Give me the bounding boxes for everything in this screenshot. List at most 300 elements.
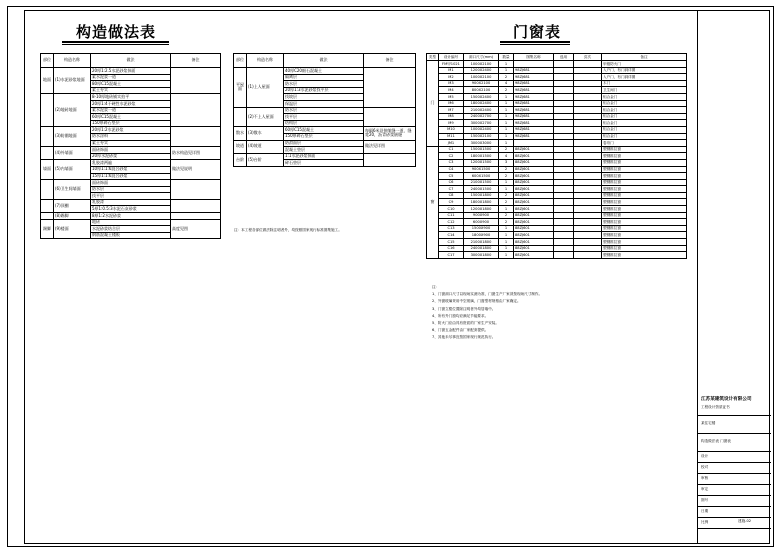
door-cell [574,133,602,140]
table-row [41,160,221,167]
door-cell: 1000X2400 [464,126,499,133]
step-cell: 面砖饰面 [91,147,171,154]
name-cell: (3)散水 [247,127,284,140]
section-label: 窗 [427,146,439,258]
part-cell: 地面 [41,68,54,94]
section-label: 门 [427,61,439,147]
note-cell [171,68,221,94]
step-cell: 防水层 [91,186,171,193]
step-cell: 面砖饰面 [91,180,171,187]
drawing-number: 建施-02 [738,519,752,523]
door-cell [554,219,574,226]
table-row [427,206,687,213]
door-cell [574,232,602,239]
door-cell: 3000X3000 [464,140,499,147]
table-row [427,186,687,193]
door-cell: M8 [439,113,464,120]
door-cell: 1 [499,225,514,232]
door-cell: 88ZJ601 [514,206,554,213]
table-row [234,153,416,160]
step-cell: 20厚1:2.5水泥砂浆抹面 [91,68,171,75]
door-cell: 1 [499,140,514,147]
door-cell [554,192,574,199]
project-name: 某住宅楼 [701,421,716,425]
door-cell: 塑钢推拉窗 [602,166,687,173]
step-cell: 乳胶漆 [91,199,171,206]
table-row [427,252,687,259]
tb-field-label: 审核 [701,476,709,480]
step-cell: 15厚1:1:6混合砂浆 [91,173,171,180]
door-cell: 1 [499,107,514,114]
tb-field-label: 设计 [701,454,709,458]
door-cell [574,166,602,173]
door-cell [574,239,602,246]
door-cell: 900X900 [464,212,499,219]
door-cell: M9 [439,120,464,127]
door-cell: 1500X2100 [464,133,499,140]
tb-field-label: 日期 [701,509,709,513]
name-cell: (9)楼面 [54,219,91,239]
note-cell: 做法见说明 [171,160,221,180]
door-cell: 4 [499,80,514,87]
table-row [427,225,687,232]
door-cell: 98ZJ681 [514,87,554,94]
door-cell: C5 [439,173,464,180]
door-cell: 900X1500 [464,166,499,173]
door-cell [554,199,574,206]
door-cell: 88ZJ601 [514,159,554,166]
door-cell: 3 [499,159,514,166]
door-cell: 木门 [602,80,687,87]
door-cell: 98ZJ681 [514,113,554,120]
door-cell: 甲级防火门 [602,61,687,68]
note-line: 7、其他未尽事宜按国家现行规范执行。 [432,335,496,340]
table-row [427,153,687,160]
table-row [427,239,687,246]
table-row [427,133,687,140]
note-line: 6、门窗五金配件由厂家配套提供。 [432,328,489,333]
door-cell: 3000X1800 [464,252,499,259]
table-row [427,113,687,120]
table-row [427,93,687,100]
door-cell: 1800X2400 [464,100,499,107]
table-row [234,68,416,75]
door-cell: C14 [439,232,464,239]
door-cell [574,186,602,193]
door-cell: 98ZJ681 [514,93,554,100]
door-header: 页次 [574,54,602,61]
roof-header: 构造名称 [247,54,284,68]
door-cell: 88ZJ601 [514,186,554,193]
door-cell: 600X1500 [464,173,499,180]
table-row [41,219,221,226]
step-cell: 8-10厚地砖铺实拍平 [91,94,171,101]
door-cell: C16 [439,245,464,252]
step-cell: 20厚1:4干硬性水泥砂浆 [91,100,171,107]
door-cell: 98ZJ681 [514,133,554,140]
door-cell [554,232,574,239]
door-cell: 1 [499,186,514,193]
door-cell: 1 [499,179,514,186]
door-header: 数量 [499,54,514,61]
door-cell: 2 [499,74,514,81]
door-cell: 塑钢推拉窗 [602,245,687,252]
company-name: 江苏某建筑设计有限公司 [701,397,752,402]
door-cell: 2 [499,219,514,226]
door-cell: 卫生间门 [602,87,687,94]
door-cell [574,87,602,94]
door-cell: 88ZJ601 [514,225,554,232]
part-cell [41,147,54,160]
door-cell: 铝合金门 [602,100,687,107]
table-row [41,199,221,206]
table-row [234,140,416,147]
step-cell: 1:1水泥砂浆抹面 [284,153,364,160]
door-cell [554,61,574,68]
note-line: 3、门窗立樘位置除注明者外均居墙中。 [432,306,496,311]
door-cell [554,179,574,186]
tb-field-label: 校对 [701,465,709,469]
name-cell: (1)水泥砂浆地面 [54,68,91,94]
door-cell [574,100,602,107]
step-cell: 水泥砂浆结合层 [91,226,171,233]
door-cell: 900X2100 [464,80,499,87]
door-cell: 88ZJ601 [514,232,554,239]
door-cell [574,212,602,219]
door-cell [574,126,602,133]
door-cell [574,113,602,120]
door-cell [574,173,602,180]
door-cell: 98ZJ681 [514,74,554,81]
note-line: 注： [432,285,440,289]
name-cell: (5)台阶 [247,153,284,166]
table-row [427,173,687,180]
construction-header: 部位 [41,54,54,68]
table-row [427,179,687,186]
note-cell [171,199,221,212]
door-cell [514,140,554,147]
part-cell [41,127,54,147]
door-cell [554,113,574,120]
door-cell: C15 [439,239,464,246]
door-cell [554,107,574,114]
door-cell: 88ZJ601 [514,179,554,186]
table-row [427,199,687,206]
door-cell: 1 [499,113,514,120]
door-cell [554,93,574,100]
door-header: 类型 [427,54,439,61]
door-cell: 塑钢推拉窗 [602,186,687,193]
table-row [41,68,221,75]
door-cell: M11 [439,133,464,140]
step-cell: 钢筋混凝土楼板 [91,232,171,239]
door-cell: 入户门，有门洞详图 [602,67,687,74]
door-cell: 88ZJ601 [514,199,554,206]
door-header: 洞口尺寸(mm) [464,54,499,61]
door-cell: 1500X2400 [464,93,499,100]
door-cell [554,133,574,140]
name-cell: (4)坡道 [247,140,284,153]
table-row [427,166,687,173]
door-cell [554,186,574,193]
door-cell: 4 [499,153,514,160]
door-cell: 2 [499,146,514,153]
note-cell: 做法见详图 [364,140,416,153]
part-cell: 坡道 [234,140,247,153]
door-window-notes [432,284,682,342]
door-cell: 塑钢推拉窗 [602,219,687,226]
door-cell: FM甲1021 [439,61,464,68]
door-cell: 1500X1500 [464,146,499,153]
door-cell: C6 [439,179,464,186]
door-cell [574,140,602,147]
table-row [41,94,221,101]
door-cell: 塑钢推拉窗 [602,179,687,186]
door-cell [554,80,574,87]
door-cell [554,206,574,213]
door-cell [554,166,574,173]
door-cell: 2 [499,87,514,94]
table-row [427,212,687,219]
step-cell: 乳胶漆两遍 [91,160,171,167]
step-cell: 找平层 [91,193,171,200]
door-cell: 1800X900 [464,232,499,239]
name-cell: (3)防潮地面 [54,127,91,147]
door-cell: 98ZJ681 [514,126,554,133]
table-row [427,192,687,199]
table-row [234,127,416,134]
door-cell [554,212,574,219]
door-cell: 1 [499,126,514,133]
name-cell: (1)上人屋面 [247,68,284,108]
note-cell: 防水构造见详图 [171,147,221,160]
door-cell: 塑钢推拉窗 [602,199,687,206]
roof-header: 部位 [234,54,247,68]
door-cell: 1 [499,100,514,107]
door-cell [554,225,574,232]
door-cell: M5 [439,93,464,100]
door-cell [574,199,602,206]
tb-project [698,415,771,434]
construction-table [40,53,221,239]
step-cell: 80厚C15混凝土 [91,81,171,88]
door-cell: 2 [499,199,514,206]
note-cell [364,153,416,166]
door-cell: 塑钢推拉窗 [602,153,687,160]
door-cell: 2 [499,173,514,180]
door-cell: M3 [439,80,464,87]
note-line: 2、外窗玻璃采用中空玻璃，门窗型材规格由厂家确定。 [432,299,521,304]
note-line: 5、防火门应由具有资质的厂家生产安装。 [432,321,499,326]
note-cell [171,94,221,127]
door-cell: 塑钢推拉窗 [602,212,687,219]
door-cell: 1 [499,61,514,68]
step-cell: 40厚C20细石混凝土 [284,68,364,75]
name-cell: (2)不上人屋面 [247,107,284,127]
door-cell: 88ZJ601 [514,252,554,259]
door-cell: 600X900 [464,219,499,226]
door-cell [554,159,574,166]
door-header: 图集名称 [514,54,554,61]
door-cell: 2 [499,212,514,219]
door-cell [574,192,602,199]
table-row [427,146,687,153]
name-cell: (6)卫生间墙面 [54,180,91,200]
step-cell: 防滑面层 [284,140,364,147]
door-cell: M4 [439,87,464,94]
note-line: 4、所有外门窗均应满足节能要求。 [432,313,489,318]
door-cell [574,153,602,160]
door-cell: C2 [439,153,464,160]
construction-header: 做法 [91,54,171,68]
door-cell: 2400X1500 [464,186,499,193]
construction-header: 备注 [171,54,221,68]
door-cell: 88ZJ601 [514,192,554,199]
door-window-table [426,53,687,259]
step-cell: 结构层 [284,120,364,127]
door-cell: C9 [439,199,464,206]
door-cell: 98ZJ681 [514,100,554,107]
door-cell: 1 [499,245,514,252]
door-cell: 1000X2100 [464,61,499,68]
door-cell [574,74,602,81]
door-cell: 88ZJ601 [514,153,554,160]
door-cell [554,153,574,160]
door-cell [554,140,574,147]
door-cell [574,225,602,232]
door-cell: 2400X1800 [464,245,499,252]
door-cell: 2400X2700 [464,113,499,120]
step-cell: 防水层 [284,107,364,114]
tb-company [698,393,771,416]
door-cell: 98ZJ681 [514,67,554,74]
door-cell [574,159,602,166]
part-cell [41,94,54,127]
roof-construction-table [233,53,416,167]
title-underline [62,41,169,43]
tb-drawing [698,433,771,452]
door-cell [574,107,602,114]
name-cell: (2)地砖地面 [54,94,91,127]
step-cell: 防水层 [284,81,364,88]
table-row [427,107,687,114]
door-cell: 铝合金门 [602,126,687,133]
door-cell [574,252,602,259]
door-cell: 1200X1800 [464,206,499,213]
door-cell [554,74,574,81]
door-cell: M7 [439,107,464,114]
door-cell [574,146,602,153]
door-cell [574,219,602,226]
door-window-table-title: 门窗表 [513,23,562,41]
part-cell: 踢脚 [41,219,54,239]
company-sub: 工程设计资质证书 [701,405,730,409]
door-cell: 98ZJ681 [514,80,554,87]
door-cell: 塑钢推拉窗 [602,252,687,259]
note-cell: 每隔6米设伸缩缝一道，缝宽20，沥青砂浆嵌缝 [364,127,416,140]
door-cell: 88ZJ601 [514,239,554,246]
door-cell: 1200X1500 [464,159,499,166]
door-cell: 1800X1800 [464,199,499,206]
door-cell: C10 [439,206,464,213]
door-cell [514,61,554,68]
table-row [427,140,687,147]
name-cell: (7)顶棚 [54,199,91,212]
door-cell: 98ZJ681 [514,107,554,114]
step-cell: 混凝土垫层 [284,147,364,154]
table-row [427,61,687,68]
step-cell: 5厚1:0.5:3水泥石灰砂浆 [91,206,171,213]
door-cell: 2100X1500 [464,179,499,186]
roof-header: 备注 [364,54,416,68]
table-row [234,107,416,114]
step-cell: 保温层 [284,100,364,107]
part-cell: 台阶 [234,153,247,166]
table-row [427,126,687,133]
door-cell: 塑钢推拉窗 [602,225,687,232]
door-cell: 铝合金门 [602,113,687,120]
door-cell: 1500X1800 [464,192,499,199]
door-cell: C17 [439,252,464,259]
step-cell: 素水泥浆一道 [91,74,171,81]
door-cell [554,245,574,252]
construction-table-title: 构造做法表 [76,23,157,41]
door-title-underline-thin [500,44,570,45]
note-cell: 高度见图 [171,219,221,239]
table-row [41,147,221,154]
door-cell: JM1 [439,140,464,147]
door-header: 选用 [554,54,574,61]
door-cell [574,80,602,87]
door-cell: 88ZJ601 [514,166,554,173]
door-cell: C4 [439,166,464,173]
door-cell: M1 [439,67,464,74]
door-cell: 入户门，有门洞详图 [602,74,687,81]
door-header: 设计编号 [439,54,464,61]
roof-footnote: 注：本工程各部位做法除注明者外，均按照国家现行标准图集施工。 [234,228,342,232]
door-cell [554,67,574,74]
door-cell: 塑钢推拉窗 [602,206,687,213]
table-row [427,74,687,81]
part-cell [41,213,54,220]
door-cell: 3000X2700 [464,120,499,127]
step-cell: 素土夯实 [91,140,171,147]
door-cell: 1500X900 [464,225,499,232]
door-cell: 1 [499,232,514,239]
door-cell: 1 [499,133,514,140]
table-row [41,127,221,134]
table-row [427,80,687,87]
door-cell: 1 [499,93,514,100]
name-cell: (5)内墙面 [54,160,91,180]
door-cell: 塑钢推拉窗 [602,173,687,180]
door-cell: 88ZJ601 [514,173,554,180]
part-cell: 散水 [234,127,247,140]
door-cell: C7 [439,186,464,193]
note-cell [364,68,416,108]
title-block [697,10,771,544]
step-cell: 找坡层 [284,94,364,101]
door-cell: C13 [439,225,464,232]
table-row [427,87,687,94]
door-cell: 塑钢推拉窗 [602,239,687,246]
roof-header: 做法 [284,54,364,68]
door-cell: C3 [439,159,464,166]
door-cell: 88ZJ601 [514,212,554,219]
door-cell [554,126,574,133]
door-cell: 1 [499,67,514,74]
door-cell [554,252,574,259]
